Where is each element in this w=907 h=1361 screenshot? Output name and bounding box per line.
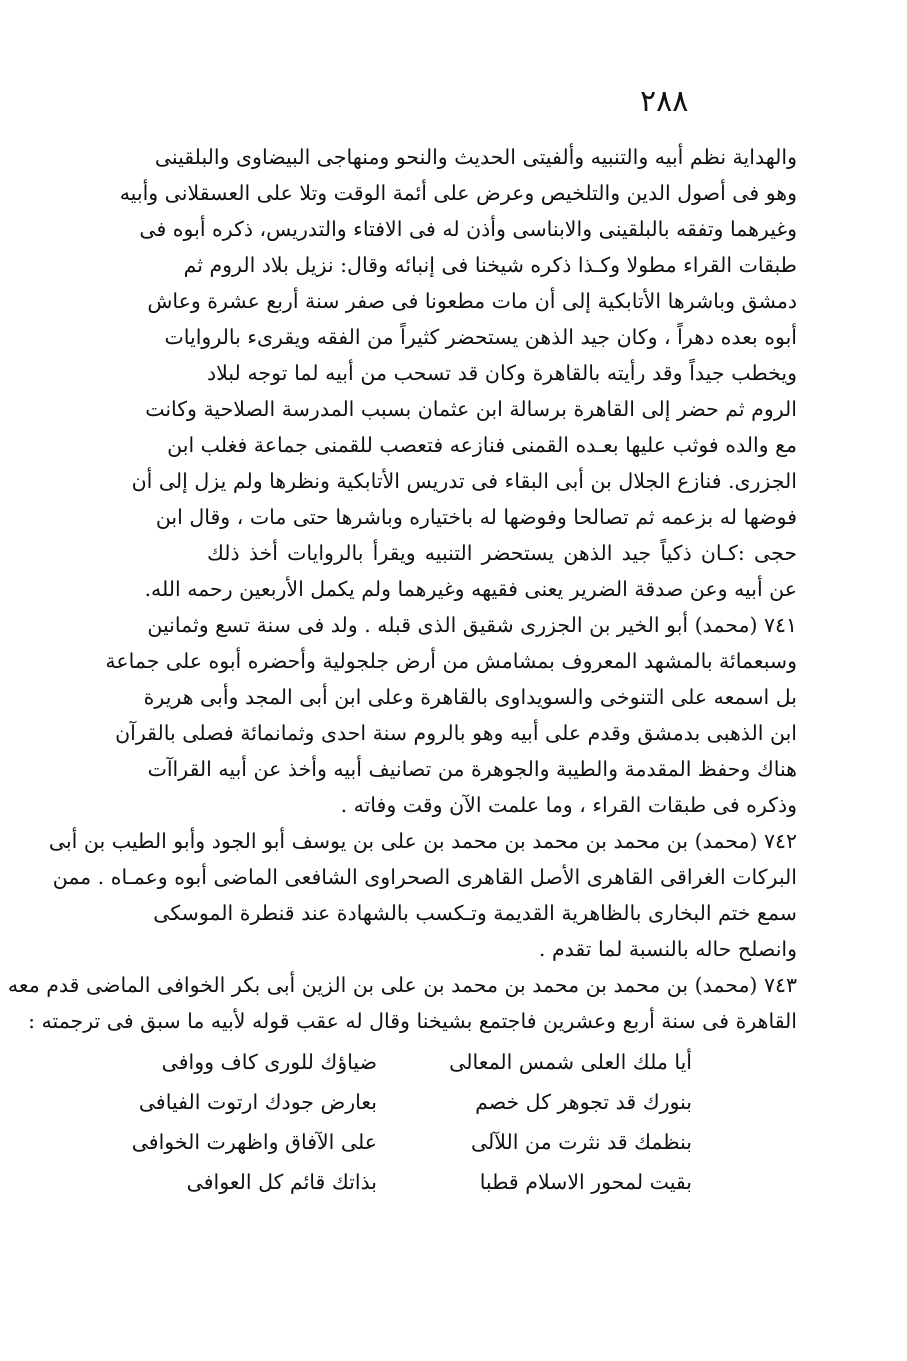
page-number: ٢٨٨ — [640, 84, 689, 119]
text-line: وهو فى أصول الدين والتلخيص وعرض على أئمة الوقت وتلا على العسقلانى وأبيه — [119, 181, 797, 205]
text-line: وذكره فى طبقات القراء ، وما علمت الآن وقت وفاته . — [340, 793, 797, 817]
poem-hemistich-second: بعارض جودك ارتوت الفيافى — [138, 1090, 377, 1114]
text-line: سمع ختم البخارى بالظاهرية القديمة وتـكسب بالشهادة عند قنطرة الموسكى — [153, 901, 797, 925]
poem-verse — [142, 1050, 692, 1086]
text-line: وغيرهما وتفقه بالبلقينى والابناسى وأذن له فى الافتاء والتدريس، ذكره أبوه فى — [139, 217, 797, 241]
text-line: والهداية نظم أبيه والتنبيه وألفيتى الحديث والنحو ومنهاجى البيضاوى والبلقينى — [154, 145, 797, 169]
text-line: دمشق وباشرها الأتابكية إلى أن مات مطعونا فى صفر سنة أربع عشرة وعاش — [147, 289, 797, 313]
entry-741-heading: ٧٤١ (محمد) أبو الخير بن الجزرى شقيق الذى قبله . ولد فى سنة تسع وثمانين — [147, 613, 797, 637]
text-line: أبوه بعده دهراً ، وكان جيد الذهن يستحضر كثيراً من الفقه ويقرىء بالروايات — [164, 325, 797, 349]
text-line: بل اسمعه على التنوخى والسويداوى بالقاهرة وعلى ابن أبى المجد وأبى هريرة — [143, 685, 797, 709]
text-line: البركات الغراقى القاهرى الأصل القاهرى الصحراوى الشافعى الماضى أبوه وعمـاه . ممن — [52, 865, 797, 889]
poem-hemistich-second: على الآفاق واظهرت الخوافى — [131, 1130, 377, 1154]
poem-hemistich-first: بنظمك قد نثرت من اللآلى — [470, 1130, 692, 1154]
poem-verse — [138, 1090, 692, 1126]
poem-hemistich-second: بذاتك قائم كل العوافى — [186, 1170, 377, 1194]
text-line: ابن الذهبى بدمشق وقدم على أبيه وهو بالروم سنة احدى وثمانمائة فصلى بالقرآن — [115, 721, 797, 745]
poem-hemistich-first: بقيت لمحور الاسلام قطبا — [479, 1170, 692, 1194]
entry-742-heading: ٧٤٢ (محمد) بن محمد بن محمد بن محمد بن على بن يوسف أبو الجود وأبو الطيب بن أبى — [48, 829, 797, 853]
text-line: فوضها له بزعمه ثم تصالحا وفوضها له باختياره وباشرها حتى مات ، وقال ابن — [155, 505, 797, 529]
poem-verse — [131, 1130, 692, 1166]
text-line: هناك وحفظ المقدمة والطيبة والجوهرة من تصانيف أبيه وأخذ عن أبيه القراآت — [147, 757, 797, 781]
poem-hemistich-first: أيا ملك العلى شمس المعالى — [449, 1050, 692, 1074]
text-line: مع والده فوثب عليها بعـده القمنى فنازعه فتعصب للقمنى جماعة فغلب ابن — [167, 433, 797, 457]
poem-verse — [142, 1170, 692, 1206]
poem-hemistich-first: بنورك قد تجوهر كل خصم — [475, 1090, 692, 1114]
entry-743-heading: ٧٤٣ (محمد) بن محمد بن محمد بن محمد بن على بن الزين أبى بكر الخوافى الماضى قدم معه — [7, 973, 797, 997]
text-line: وسبعمائة بالمشهد المعروف بمشامش من أرض جلجولية وأحضره أبوه على جماعة — [105, 649, 797, 673]
text-line: ويخطب جيداً وقد رأيته بالقاهرة وكان قد تسحب من أبيه لما توجه لبلاد — [207, 361, 797, 385]
text-line: وانصلح حاله بالنسبة لما تقدم . — [538, 937, 797, 961]
text-line: عن أبيه وعن صدقة الضرير يعنى فقيهه وغيرهما ولم يكمل الأربعين رحمه الله. — [144, 577, 797, 601]
text-line: الروم ثم حضر إلى القاهرة برسالة ابن عثمان بسبب المدرسة الصلاحية وكانت — [145, 397, 797, 421]
text-line: القاهرة فى سنة أربع وعشرين فاجتمع بشيخنا وقال له عقب قوله لأبيه ما سبق فى ترجمته : — [28, 1009, 797, 1033]
text-line: حجى :كـان ذكياً جيد الذهن يستحضر التنبيه ويقرأ بالروايات أخذ ذلك — [207, 541, 797, 565]
poem-hemistich-second: ضياؤك للورى كاف ووافى — [161, 1050, 377, 1074]
text-line: طبقات القراء مطولا وكـذا ذكره شيخنا فى إنبائه وقال: نزيل بلاد الروم ثم — [183, 253, 797, 277]
text-line: الجزرى. فنازع الجلال بن أبى البقاء فى تدريس الأتابكية ونظرها ولم يزل إلى أن — [131, 469, 797, 493]
